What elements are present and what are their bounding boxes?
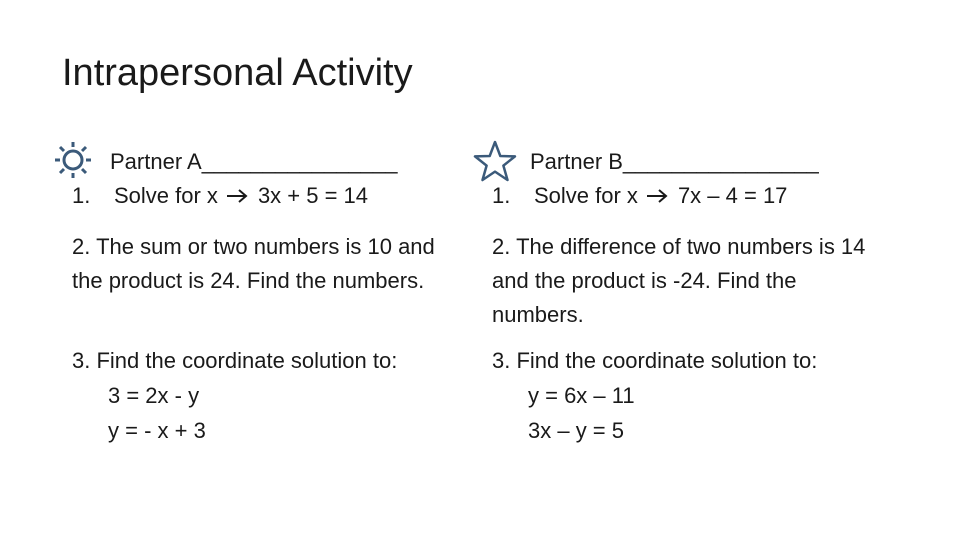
arrow-right-icon (646, 182, 668, 210)
question-prompt: 3. Find the coordinate solution to: (492, 348, 818, 373)
equation-line: 3 = 2x - y (108, 383, 200, 408)
partner-a-question-2: 2. The sum or two numbers is 10 and the product is 24. Find the numbers. (72, 234, 435, 293)
sun-icon (52, 140, 98, 186)
question-prompt: 3. Find the coordinate solution to: (72, 348, 398, 373)
equation-line: y = - x + 3 (108, 418, 206, 443)
question-prefix: Solve for x (534, 183, 638, 208)
partner-b-question-3 (492, 343, 892, 448)
partner-a-header: Partner A________________ (110, 149, 398, 174)
star-icon (472, 140, 518, 186)
arrow-right-icon (226, 182, 248, 210)
partner-b-header: Partner B________________ (530, 149, 819, 174)
equation-line: 3x – y = 5 (528, 418, 625, 443)
partner-b-question-1 (492, 182, 787, 210)
equation-line: y = 6x – 11 (528, 383, 635, 408)
partner-b-question-2: 2. The difference of two numbers is 14 and the product is -24. Find the numbers. (492, 234, 866, 327)
question-equation: 3x + 5 = 14 (257, 183, 369, 208)
partner-a-question-3 (72, 343, 472, 448)
question-prefix: Solve for x (114, 183, 218, 208)
question-number: 1. (492, 183, 511, 208)
slide-title: Intrapersonal Activity (62, 52, 413, 94)
question-equation: 7x – 4 = 17 (677, 183, 788, 208)
question-number: 1. (72, 183, 91, 208)
partner-a-question-1 (72, 182, 368, 210)
